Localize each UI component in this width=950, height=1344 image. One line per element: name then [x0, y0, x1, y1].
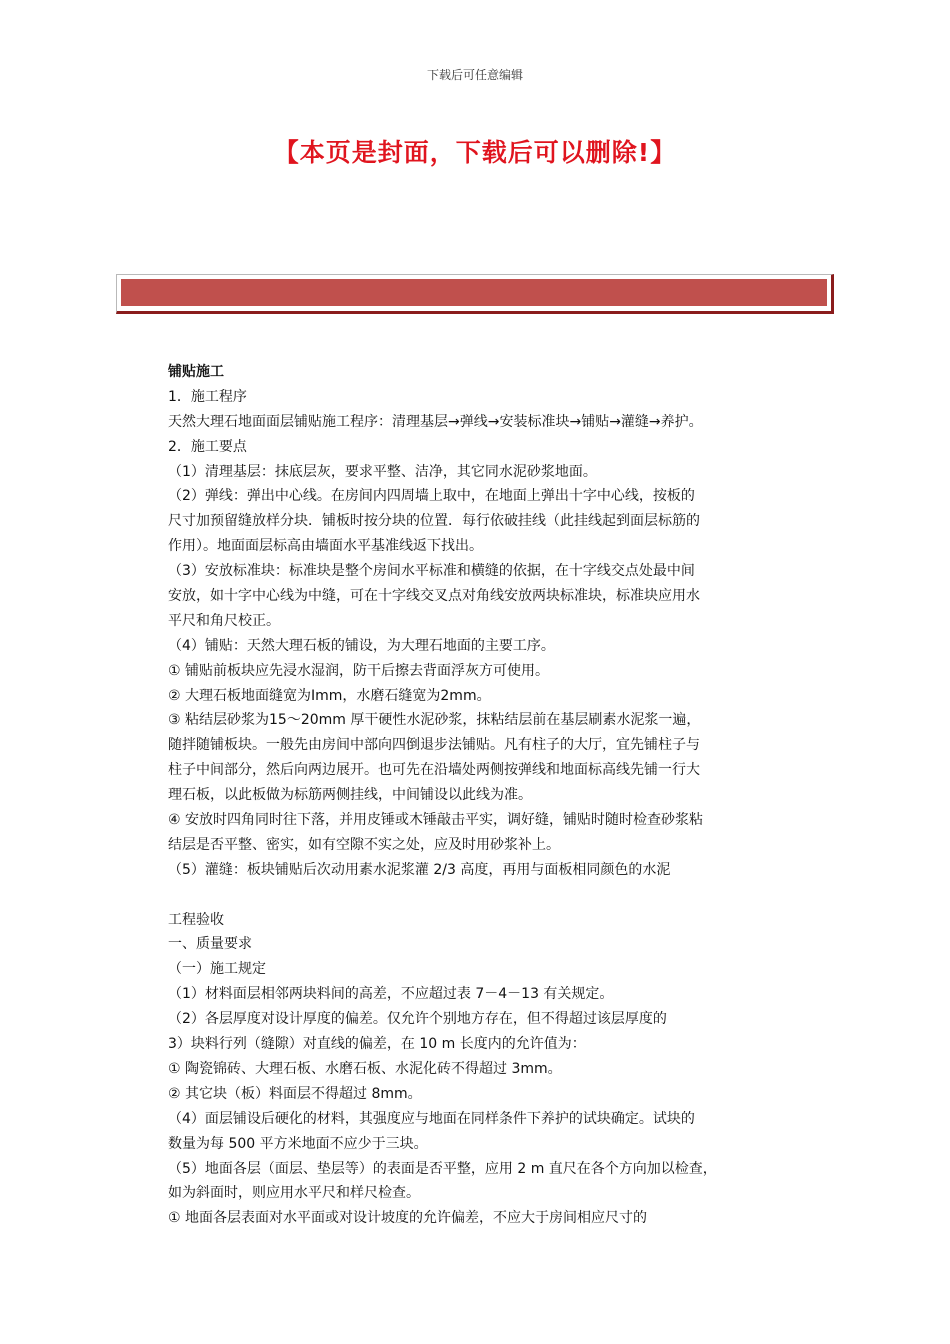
paragraph-line: 理石板，以此板做为标筋两侧挂线，中间铺设以此线为准。	[168, 787, 532, 804]
paragraph-line: 天然大理石地面面层铺贴施工程序：清理基层→弹线→安装标准块→铺贴→灌缝→养护。	[168, 413, 703, 430]
paragraph-line: ① 陶瓷锦砖、大理石板、水磨石板、水泥化砖不得超过 3mm。	[168, 1060, 562, 1077]
paragraph-line: 随拌随铺板块。一般先由房间中部向四倒退步法铺贴。凡有柱子的大厅，宜先铺柱子与	[168, 737, 700, 754]
paragraph-gap	[168, 883, 808, 908]
paragraph-line: （1）材料面层相邻两块料间的高差，不应超过表 7－4－13 有关规定。	[168, 986, 614, 1003]
paragraph-line: 1．施工程序	[168, 388, 247, 405]
paragraph-line: 3）块料行列（缝隙）对直线的偏差，在 10 m 长度内的允许值为：	[168, 1036, 586, 1053]
paragraph-line: 数量为每 500 平方米地面不应少于三块。	[168, 1135, 428, 1152]
paragraph-line: 结层是否平整、密实，如有空隙不实之处，应及时用砂浆补上。	[168, 836, 560, 853]
section-title: 铺贴施工	[168, 364, 224, 380]
paragraph-line: 平尺和角尺校正。	[168, 612, 280, 629]
decorative-bar-frame	[116, 274, 834, 314]
document-body	[168, 360, 808, 1231]
paragraph-line: （4）面层铺设后硬化的材料，其强度应与地面在同样条件下养护的试块确定。试块的	[168, 1110, 695, 1127]
paragraph-line: 柱子中间部分，然后向两边展开。也可先在沿墙处两侧按弹线和地面标高线先铺一行大	[168, 762, 700, 779]
paragraph-line: 如为斜面时，则应用水平尺和样尺检查。	[168, 1185, 420, 1202]
decorative-red-bar	[121, 279, 827, 306]
paragraph-line: ① 地面各层表面对水平面或对设计坡度的允许偏差，不应大于房间相应尺寸的	[168, 1210, 647, 1227]
paragraph-line: （一）施工规定	[168, 961, 266, 978]
paragraph-line: 2．施工要点	[168, 438, 247, 455]
paragraph-line: 安放，如十字中心线为中缝，可在十字线交叉点对角线安放两块标准块，标准块应用水	[168, 588, 700, 605]
paragraph-line: （4）铺贴：天然大理石板的铺设，为大理石地面的主要工序。	[168, 637, 555, 654]
paragraph-line: （2）各层厚度对设计厚度的偏差。仅允许个别地方存在，但不得超过该层厚度的	[168, 1011, 667, 1028]
paragraph-line: ② 其它块（板）料面层不得超过 8mm。	[168, 1085, 422, 1102]
paragraph-line: （5）地面各层（面层、垫层等）的表面是否平整，应用 2 m 直尺在各个方向加以检查，	[168, 1160, 717, 1177]
paragraph-line: ② 大理石板地面缝宽为Imm，水磨石缝宽为2mm。	[168, 687, 491, 704]
paragraph-line: 作用）。地面面层标高由墙面水平基准线返下找出。	[168, 538, 483, 555]
paragraph-line: ④ 安放时四角同时往下落，并用皮锤或木锤敲击平实，调好缝，铺贴时随时检查砂浆粘	[168, 812, 703, 829]
paragraph-line: 尺寸加预留缝放样分块．铺板时按分块的位置．每行依破挂线（此挂线起到面层标筋的	[168, 513, 700, 530]
cover-banner: 【本页是封面，下载后可以删除!】	[273, 138, 677, 167]
paragraph-line: （1）清理基层：抹底层灰，要求平整、洁净，其它同水泥砂浆地面。	[168, 463, 597, 480]
paragraph-line: （5）灌缝：板块铺贴后次动用素水泥浆灌 2/3 高度，再用与面板相同颜色的水泥	[168, 861, 671, 878]
paragraph-line: ① 铺贴前板块应先浸水湿润，防干后擦去背面浮灰方可使用。	[168, 662, 549, 679]
paragraph-line: （2）弹线：弹出中心线。在房间内四周墙上取中，在地面上弹出十字中心线，按板的	[168, 488, 695, 505]
paragraph-line: （3）安放标准块：标准块是整个房间水平标准和横缝的依据，在十字线交点处最中间	[168, 563, 695, 580]
paragraph-line: 工程验收	[168, 911, 224, 928]
paragraph-line: 一、质量要求	[168, 936, 252, 953]
header-note: 下载后可任意编辑	[426, 68, 523, 82]
paragraph-line: ③ 粘结层砂浆为15～20mm 厚干硬性水泥砂浆，抹粘结层前在基层刷素水泥浆一遍，	[168, 712, 701, 729]
